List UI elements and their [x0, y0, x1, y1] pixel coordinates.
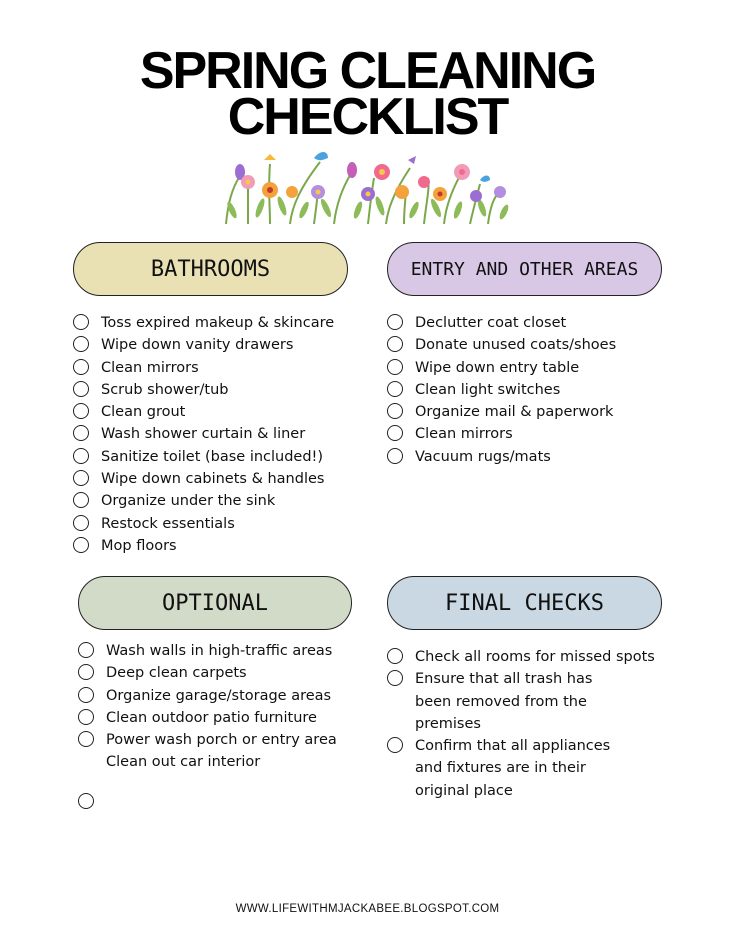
checkbox-circle[interactable] [73, 359, 89, 375]
list-item[interactable]: Organize garage/storage areas [78, 685, 337, 707]
page-title-line-2: CHECKLIST [227, 88, 508, 146]
list-item[interactable]: Clean light switches [387, 379, 616, 401]
optional-header: OPTIONAL [78, 576, 352, 630]
list-item[interactable]: Restock essentials [73, 513, 334, 535]
list-item[interactable]: Toss expired makeup & skincare [73, 312, 334, 334]
list-item[interactable]: Organize mail & paperwork [387, 401, 616, 423]
list-item[interactable]: Power wash porch or entry area [78, 729, 337, 751]
checkbox-circle[interactable] [73, 425, 89, 441]
checkbox-circle[interactable] [387, 381, 403, 397]
list-item[interactable]: Wash walls in high-traffic areas [78, 640, 337, 662]
list-item[interactable]: Clean outdoor patio furniture [78, 707, 337, 729]
checkbox-circle[interactable] [387, 403, 403, 419]
bathrooms-list [73, 312, 334, 557]
final-checks-list [387, 646, 657, 802]
list-item[interactable]: Clean grout [73, 401, 334, 423]
checkbox-circle[interactable] [78, 709, 94, 725]
checkbox-circle[interactable] [387, 359, 403, 375]
checkbox-circle[interactable] [73, 537, 89, 553]
checkbox-circle[interactable] [73, 314, 89, 330]
checkbox-circle[interactable] [78, 642, 94, 658]
checkbox-circle[interactable] [387, 425, 403, 441]
checkbox-circle[interactable] [73, 448, 89, 464]
checkbox-circle[interactable] [73, 403, 89, 419]
checkbox-circle[interactable] [73, 470, 89, 486]
list-item[interactable]: Declutter coat closet [387, 312, 616, 334]
page-title-line-1: SPRING CLEANING [139, 42, 596, 100]
final-checks-header: FINAL CHECKS [387, 576, 662, 630]
footer-url: WWW.LIFEWITHMJACKABEE.BLOGSPOT.COM [235, 903, 500, 915]
checkbox-circle[interactable] [387, 314, 403, 330]
list-item[interactable]: Scrub shower/tub [73, 379, 334, 401]
checkbox-circle[interactable] [387, 448, 403, 464]
list-item[interactable]: Ensure that all trash has been removed from the premises [387, 668, 620, 735]
checkbox-circle[interactable] [387, 737, 403, 753]
list-item[interactable]: Check all rooms for missed spots [387, 646, 657, 668]
checkbox-circle[interactable] [78, 664, 94, 680]
list-item[interactable]: Donate unused coats/shoes [387, 334, 616, 356]
checkbox-circle[interactable] [387, 648, 403, 664]
checkbox-circle[interactable] [387, 336, 403, 352]
entry-header: ENTRY AND OTHER AREAS [387, 242, 662, 296]
list-item[interactable]: Clean mirrors [387, 423, 616, 445]
checkbox-circle[interactable] [387, 670, 403, 686]
list-item[interactable]: Clean mirrors [73, 357, 334, 379]
checkbox-circle[interactable] [73, 515, 89, 531]
entry-list [387, 312, 616, 468]
list-item[interactable]: Wash shower curtain & liner [73, 423, 334, 445]
optional-list [78, 640, 337, 774]
list-item[interactable]: Vacuum rugs/mats [387, 446, 616, 468]
list-item[interactable]: Wipe down vanity drawers [73, 334, 334, 356]
list-item[interactable]: Wipe down cabinets & handles [73, 468, 334, 490]
list-item[interactable]: Deep clean carpets [78, 662, 337, 684]
flower-illustration [218, 148, 514, 224]
list-item[interactable]: Sanitize toilet (base included!) [73, 446, 334, 468]
list-item: Clean out car interior [106, 754, 261, 771]
checkbox-circle[interactable] [78, 731, 94, 747]
checkbox-circle[interactable] [73, 381, 89, 397]
checkbox-circle[interactable] [78, 687, 94, 703]
checkbox-circle[interactable] [73, 492, 89, 508]
checkbox-circle[interactable] [73, 336, 89, 352]
bathrooms-header: BATHROOMS [73, 242, 348, 296]
list-item[interactable]: Confirm that all appliances and fixtures are in their original place [387, 735, 640, 802]
list-item[interactable]: Organize under the sink [73, 490, 334, 512]
list-item[interactable]: Wipe down entry table [387, 357, 616, 379]
list-item[interactable]: Mop floors [73, 535, 334, 557]
checkbox-circle[interactable] [78, 793, 94, 809]
